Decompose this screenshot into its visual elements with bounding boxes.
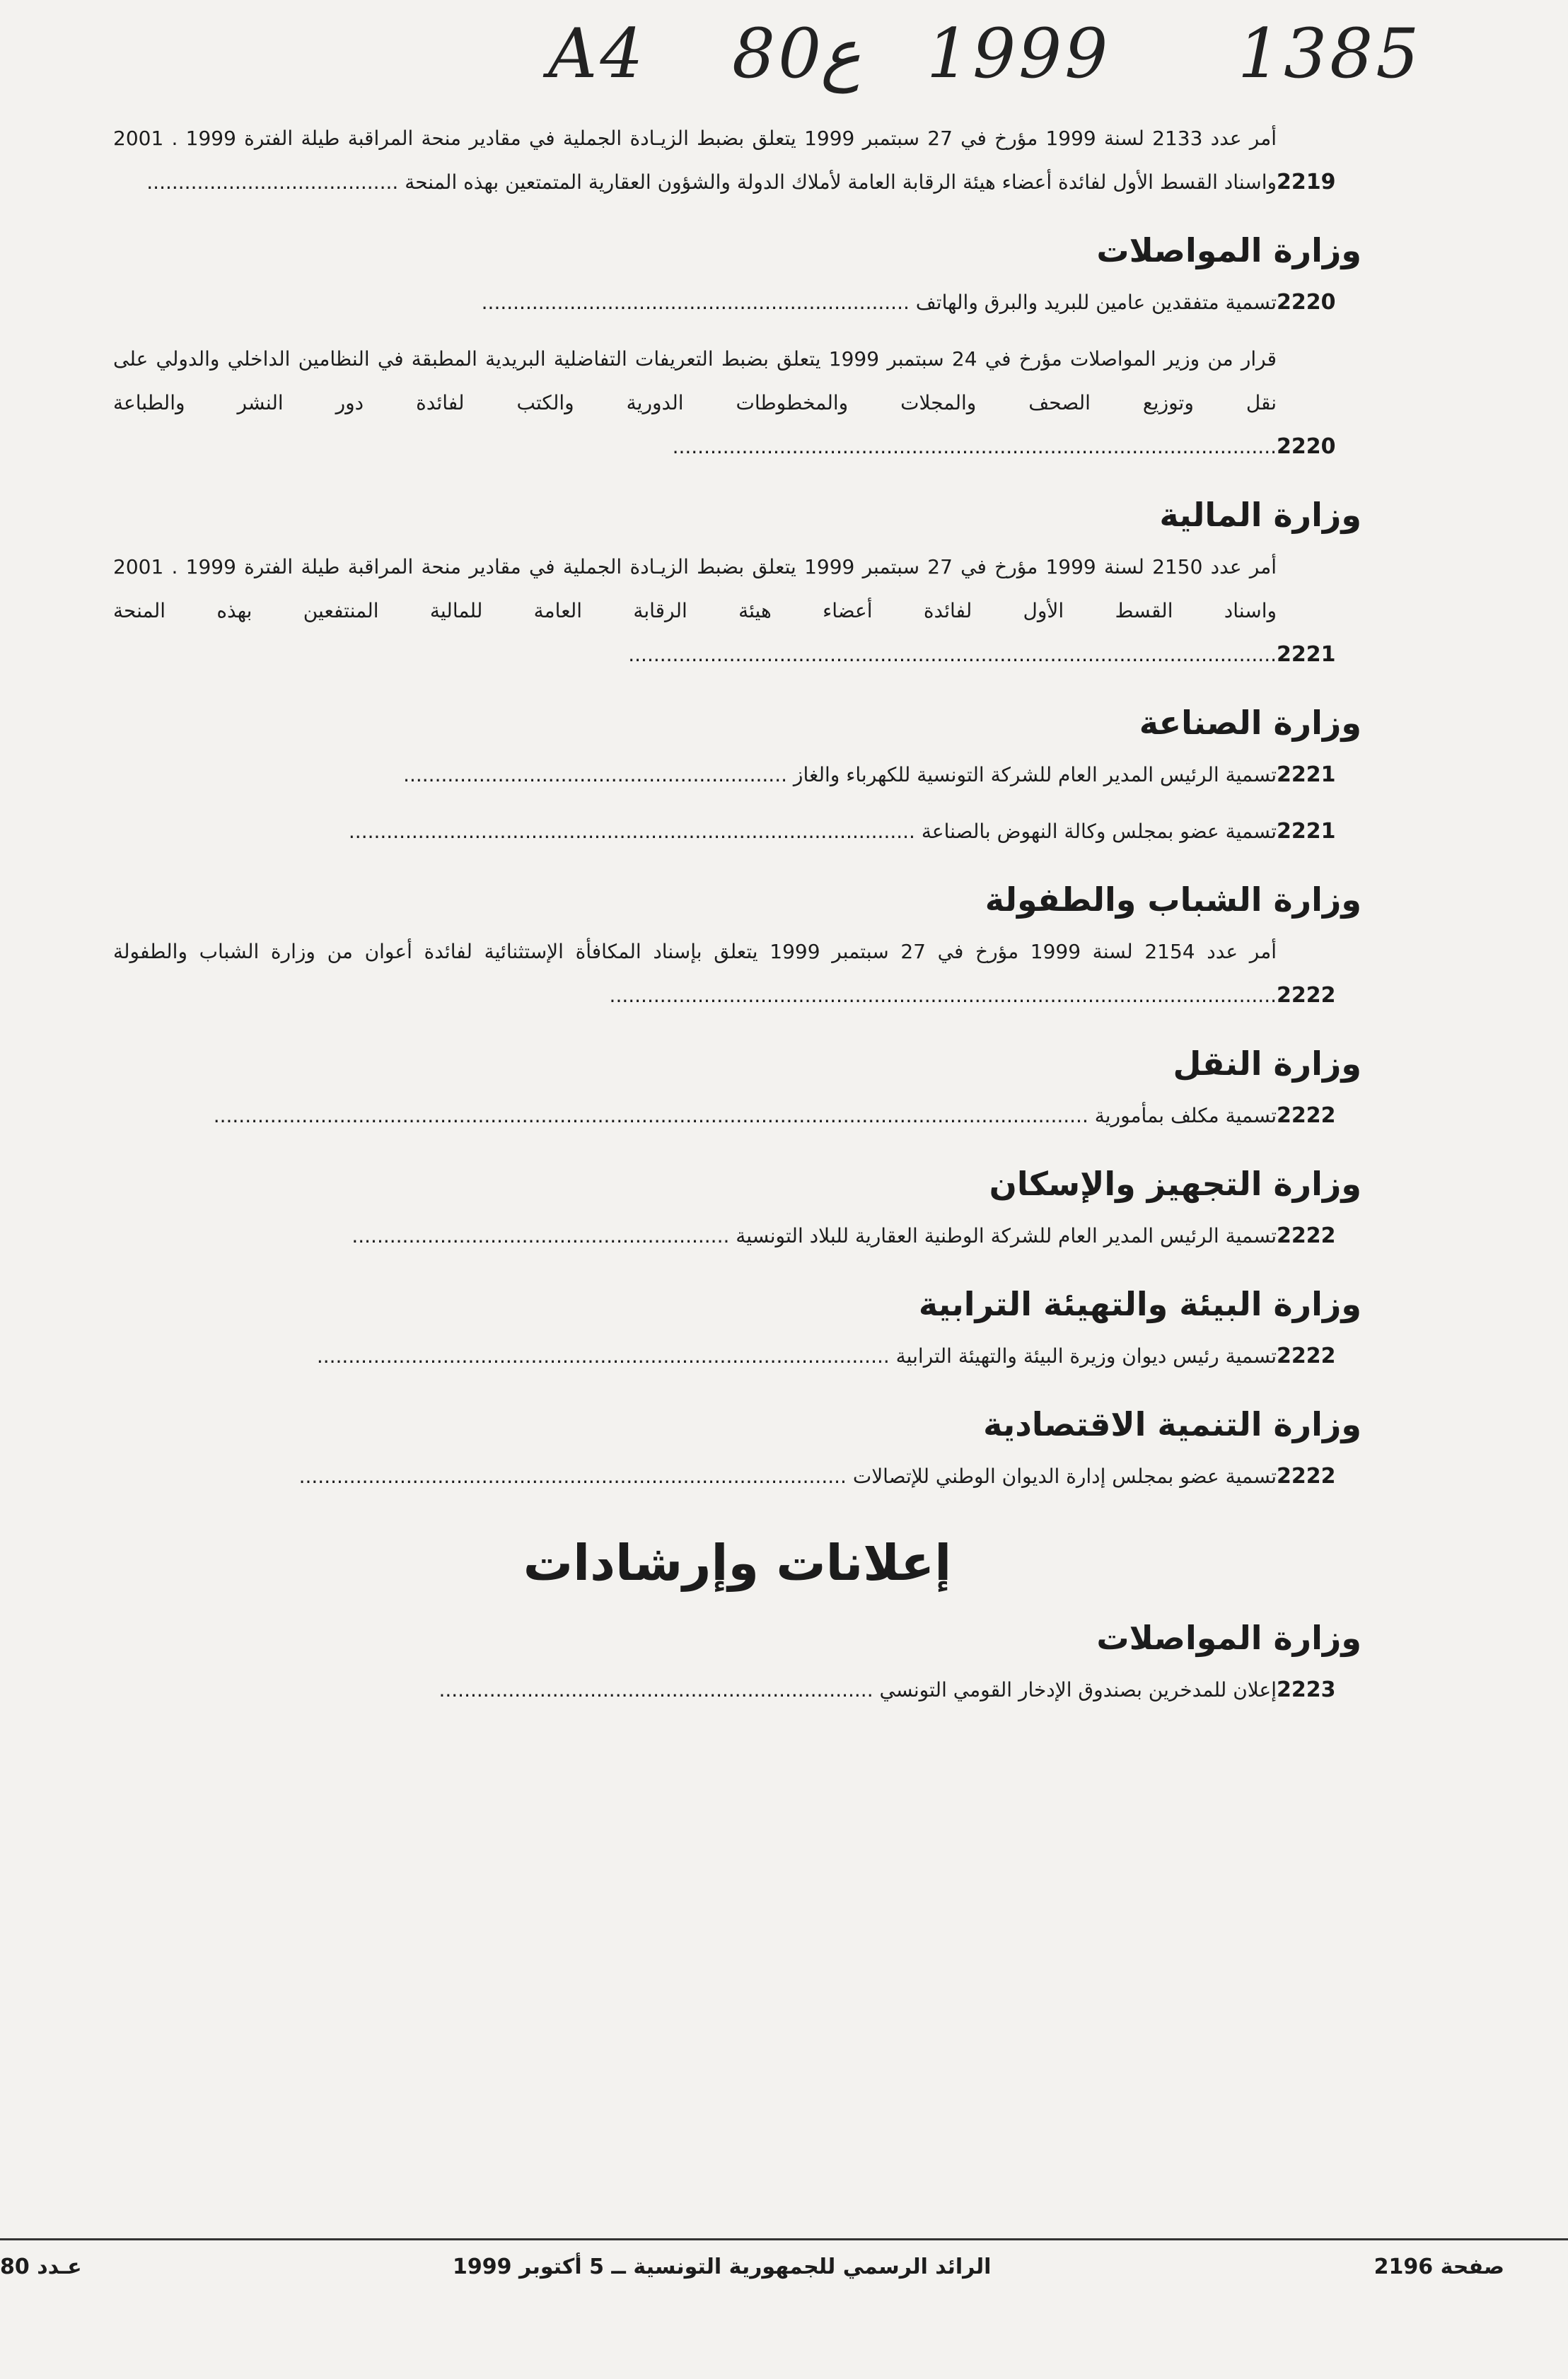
toc-entry-page: 2222 bbox=[1277, 1103, 1336, 1128]
toc-entry bbox=[113, 810, 1361, 854]
toc-entry-text: إعلان للمدخرين بصندوق الإدخار القومي التونسي ..................................................................... bbox=[439, 1678, 1277, 1702]
handwritten-number: 1385 bbox=[1238, 14, 1422, 93]
section-title: وزارة البيئة والتهيئة الترابية bbox=[918, 1285, 1361, 1323]
toc-entry-page: 2222 bbox=[1277, 983, 1336, 1008]
toc-entry bbox=[113, 1668, 1361, 1712]
handwritten-year: 1999 bbox=[927, 14, 1111, 93]
toc-entry bbox=[113, 545, 1361, 677]
toc-entry-text: تسمية الرئيس المدير العام للشركة الوطنية العقارية للبلاد التونسية ............................................................ bbox=[352, 1224, 1277, 1247]
toc-entry-text: تسمية رئيس ديوان وزيرة البيئة والتهيئة الترابية ........................................................................................... bbox=[316, 1344, 1277, 1368]
footer-publication: الرائد الرسمي للجمهورية التونسية ــ 5 أكتوبر 1999 bbox=[453, 2255, 992, 2279]
footer-page-label: صفحة 2196 bbox=[1374, 2255, 1504, 2279]
toc-entry-page: 2222 bbox=[1277, 1223, 1336, 1248]
toc-entry bbox=[113, 1334, 1361, 1378]
toc-entry bbox=[113, 117, 1361, 204]
toc-entry-text: أمر عدد 2150 لسنة 1999 مؤرخ في 27 سبتمبر 1999 يتعلق بضبط الزيـادة الجملية في مقادير منحة المراقبة طيلة الفترة 1999 . 2001 واسناد القسط الأول لفائدة أعضاء هيئة الرقابة العامة للمالية المنتفعين بهذه المنحة ....................................................................................................... bbox=[113, 555, 1277, 666]
toc-entry bbox=[113, 281, 1361, 325]
toc-entry-page: 2222 bbox=[1277, 1464, 1336, 1489]
toc-entry-text: تسمية الرئيس المدير العام للشركة التونسية للكهرباء والغاز ............................................................. bbox=[403, 763, 1277, 786]
toc-entry-page: 2219 bbox=[1277, 170, 1336, 194]
toc-entry-page: 2223 bbox=[1277, 1677, 1336, 1702]
section-title: وزارة المالية bbox=[1159, 496, 1361, 534]
toc-entry-text: تسمية متفقدين عامين للبريد والبرق والهاتف .................................................................... bbox=[481, 291, 1277, 314]
toc-entry-page: 2222 bbox=[1277, 1344, 1336, 1368]
table-of-contents bbox=[113, 117, 1361, 1725]
section-title: وزارة التنمية الاقتصادية bbox=[983, 1405, 1361, 1443]
footer-row bbox=[0, 2255, 1568, 2297]
section-title: وزارة النقل bbox=[1173, 1045, 1361, 1083]
handwritten-letter: ع bbox=[820, 14, 861, 93]
toc-entry bbox=[113, 930, 1361, 1018]
section-title: وزارة المواصلات bbox=[1096, 1619, 1361, 1657]
toc-entry-page: 2221 bbox=[1277, 762, 1336, 787]
footer-issue: عـدد 80 bbox=[0, 2255, 82, 2279]
page-footer bbox=[0, 2238, 1568, 2279]
handwritten-header bbox=[0, 14, 1568, 113]
toc-entry-page: 2221 bbox=[1277, 819, 1336, 844]
toc-entry bbox=[113, 1094, 1361, 1138]
announcements-heading: إعلانات وإرشادات bbox=[523, 1534, 952, 1592]
toc-entry bbox=[113, 753, 1361, 797]
section-title: وزارة المواصلات bbox=[1096, 231, 1361, 269]
toc-entry-text: أمر عدد 2133 لسنة 1999 مؤرخ في 27 سبتمبر 1999 يتعلق بضبط الزيـادة الجملية في مقادير منحة المراقبة طيلة الفترة 1999 . 2001 واسناد القسط الأول لفائدة أعضاء هيئة الرقابة العامة لأملاك الدولة والشؤون العقارية المتمتعين بهذه المنحة ........................................ bbox=[113, 127, 1277, 194]
toc-entry-text: قرار من وزير المواصلات مؤرخ في 24 سبتمبر 1999 يتعلق بضبط التعريفات التفاضلية البريدية المطبقة في النظامين الداخلي والدولي على نقل وتوزيع الصحف والمجلات والمخطوطات الدورية والكتب لفائدة دور النشر والطباعة ................................................................................................ bbox=[113, 347, 1277, 458]
section-title: وزارة الشباب والطفولة bbox=[985, 880, 1361, 919]
toc-entry-text: تسمية عضو بمجلس وكالة النهوض بالصناعة .......................................................................................... bbox=[348, 820, 1277, 843]
toc-entry-page: 2220 bbox=[1277, 434, 1336, 459]
handwritten-code: A4 bbox=[548, 14, 646, 93]
section-title: وزارة التجهيز والإسكان bbox=[989, 1165, 1361, 1203]
section-title: وزارة الصناعة bbox=[1139, 704, 1361, 742]
handwritten-issue: 80 bbox=[732, 14, 825, 93]
toc-entry-text: تسمية عضو بمجلس إدارة الديوان الوطني للإتصالات ....................................................................................... bbox=[298, 1465, 1277, 1488]
toc-entry-text: أمر عدد 2154 لسنة 1999 مؤرخ في 27 سبتمبر 1999 يتعلق بإسناد المكافأة الإستثنائية لفائدة أعوان من وزارة الشباب والطفولة .......................................................................................................... bbox=[113, 940, 1277, 1007]
toc-entry bbox=[113, 1214, 1361, 1258]
toc-entry-page: 2221 bbox=[1277, 642, 1336, 667]
toc-entry-text: تسمية مكلف بمأمورية ........................................................................................................................................... bbox=[213, 1104, 1277, 1127]
toc-entry-page: 2220 bbox=[1277, 290, 1336, 315]
toc-entry bbox=[113, 337, 1361, 469]
toc-entry bbox=[113, 1455, 1361, 1499]
